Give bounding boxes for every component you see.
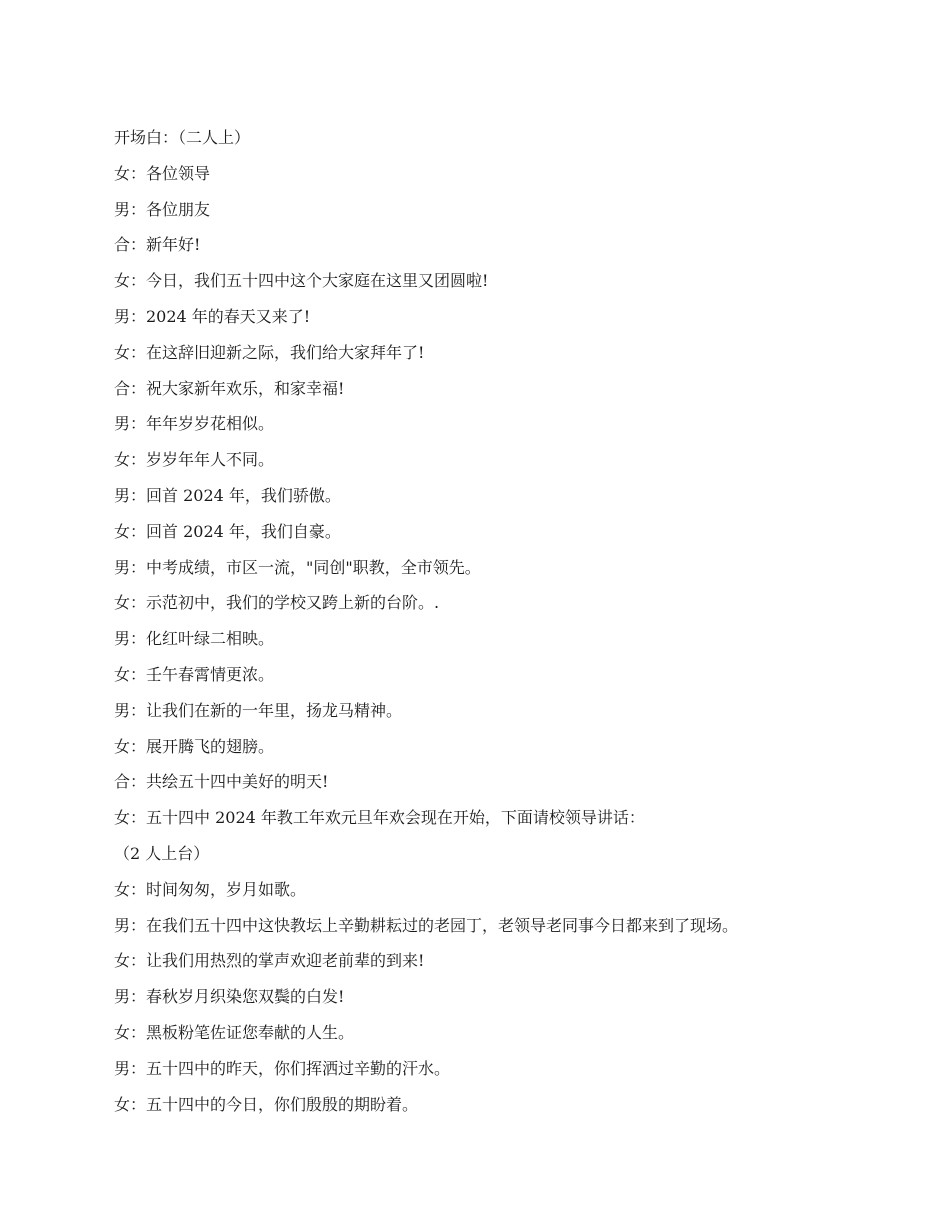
text-line: 男：2024 年的春天又来了! bbox=[114, 306, 311, 326]
text-line: 男：年年岁岁花相似。 bbox=[114, 414, 275, 434]
text-line: 女：五十四中 2024 年教工年欢元旦年欢会现在开始，下面请校领导讲话： bbox=[114, 808, 645, 828]
text-line: 合：共绘五十四中美好的明天! bbox=[114, 772, 329, 792]
document-body bbox=[114, 120, 874, 1122]
text-line: 男：各位朋友 bbox=[114, 199, 211, 219]
text-line: 女：今日，我们五十四中这个大家庭在这里又团圆啦! bbox=[114, 271, 489, 291]
text-line: 男：春秋岁月织染您双鬓的白发! bbox=[114, 987, 345, 1007]
text-line: 女：示范初中，我们的学校又跨上新的台阶。. bbox=[114, 593, 440, 613]
text-line: 女：壬午春霄情更浓。 bbox=[114, 664, 275, 684]
text-line: 女：岁岁年年人不同。 bbox=[114, 450, 275, 470]
text-line: 男：让我们在新的一年里，扬龙马精神。 bbox=[114, 700, 403, 720]
text-line: 合：新年好! bbox=[114, 235, 201, 255]
text-line: 女：展开腾飞的翅膀。 bbox=[114, 736, 275, 756]
text-line: 男：五十四中的昨天，你们挥洒过辛勤的汗水。 bbox=[114, 1058, 451, 1078]
text-line: 女：时间匆匆，岁月如歌。 bbox=[114, 879, 307, 899]
text-line: 女：让我们用热烈的掌声欢迎老前辈的到来! bbox=[114, 951, 425, 971]
text-line: 女：在这辞旧迎新之际，我们给大家拜年了! bbox=[114, 342, 425, 362]
text-line: 男：在我们五十四中这快教坛上辛勤耕耘过的老园丁，老领导老同事今日都来到了现场。 bbox=[114, 915, 739, 935]
text-line: 女：各位领导 bbox=[114, 163, 211, 183]
text-line: 合：祝大家新年欢乐，和家幸福! bbox=[114, 378, 345, 398]
text-line: 男：回首 2024 年，我们骄傲。 bbox=[114, 485, 341, 505]
text-line: 开场白：（二人上） bbox=[114, 128, 251, 147]
text-line: （2 人上台） bbox=[114, 843, 210, 863]
text-line: 女：回首 2024 年，我们自豪。 bbox=[114, 521, 341, 541]
text-line: 男：中考成绩，市区一流，"同创"职教，全市领先。 bbox=[114, 557, 481, 577]
text-line: 女：黑板粉笔佐证您奉献的人生。 bbox=[114, 1022, 355, 1042]
text-line: 男：化红叶绿二相映。 bbox=[114, 629, 275, 649]
text-line: 女：五十四中的今日，你们殷殷的期盼着。 bbox=[114, 1094, 419, 1114]
